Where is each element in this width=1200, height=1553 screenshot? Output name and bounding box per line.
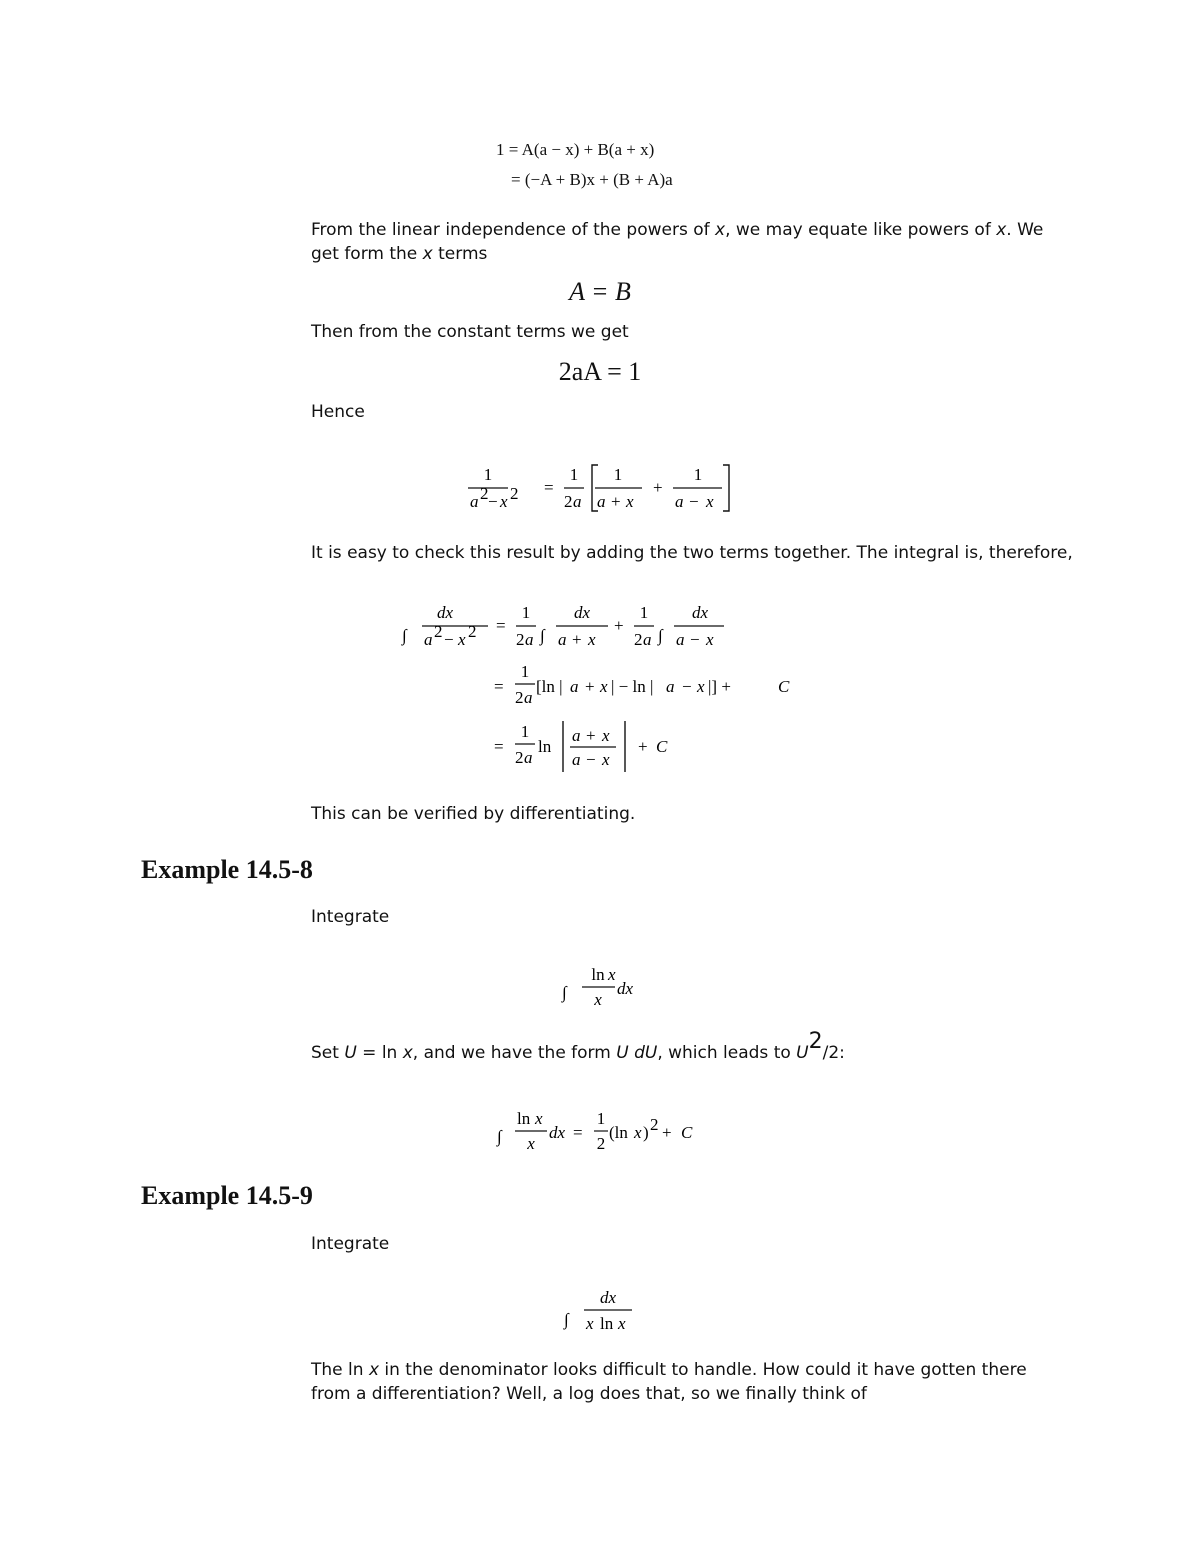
text-span: From the linear independence of the powers of xyxy=(311,220,716,240)
svg-text:1: 1 xyxy=(613,465,623,484)
svg-text:−: − xyxy=(488,492,498,511)
text-span: , we may equate like powers of xyxy=(725,220,997,240)
svg-text:a: a xyxy=(524,748,533,767)
equation-a-equals-b xyxy=(450,277,750,307)
equation-line-2: = (−A + B)x + (B + A)a xyxy=(511,170,673,189)
paragraph-hence: Hence xyxy=(311,402,365,422)
svg-text:C: C xyxy=(681,1123,693,1142)
svg-text:a: a xyxy=(573,492,582,511)
var-udu: U dU xyxy=(616,1043,658,1063)
svg-text:x: x xyxy=(602,750,610,769)
paragraph-integrate-ex9: Integrate xyxy=(311,1234,390,1254)
svg-text:ln: ln xyxy=(517,1109,531,1128)
svg-text:2: 2 xyxy=(564,492,573,511)
svg-text:2: 2 xyxy=(468,622,477,641)
svg-text:a: a xyxy=(597,492,606,511)
svg-text:a: a xyxy=(643,630,652,649)
svg-text:a: a xyxy=(666,677,675,696)
svg-text:a: a xyxy=(525,630,534,649)
var-x: x xyxy=(402,1043,413,1063)
paragraph-set-u xyxy=(311,1029,845,1065)
heading-example-14-5-8: Example 14.5-8 xyxy=(141,855,313,884)
svg-text:+: + xyxy=(653,478,663,497)
svg-text:x: x xyxy=(500,492,508,511)
text-span: Set xyxy=(311,1043,345,1063)
paragraph-verified: This can be verified by differentiating. xyxy=(311,804,636,824)
svg-text:a: a xyxy=(524,688,533,707)
svg-text:∫: ∫ xyxy=(562,983,567,1002)
svg-text:| − ln |: | − ln | xyxy=(611,677,654,696)
equation-integral-lnx-over-x xyxy=(560,958,650,1013)
text-span: = ln xyxy=(356,1043,403,1063)
svg-text:1: 1 xyxy=(483,465,493,484)
svg-text:x: x xyxy=(458,630,466,649)
svg-text:=: = xyxy=(494,737,504,756)
svg-text:−: − xyxy=(690,630,700,649)
svg-text:+: + xyxy=(585,677,595,696)
svg-text:x: x xyxy=(588,630,596,649)
svg-text:2: 2 xyxy=(634,630,643,649)
svg-text:dx: dx xyxy=(617,979,634,998)
var-x: x xyxy=(368,1360,379,1380)
text-span: /2: xyxy=(822,1043,845,1063)
svg-text:1: 1 xyxy=(521,603,531,622)
svg-text:2: 2 xyxy=(650,1115,659,1134)
svg-text:x: x xyxy=(608,965,616,984)
svg-text:dx: dx xyxy=(599,1288,617,1307)
svg-text:2: 2 xyxy=(480,484,489,503)
text-span: terms xyxy=(432,244,488,264)
svg-text:1: 1 xyxy=(596,1109,606,1128)
text-span: The ln xyxy=(311,1360,369,1380)
var-u: U xyxy=(344,1043,357,1063)
svg-text:|] +: |] + xyxy=(708,677,731,696)
svg-text:∫: ∫ xyxy=(564,1310,569,1329)
svg-text:∫: ∫ xyxy=(497,1127,502,1146)
svg-text:a: a xyxy=(558,630,567,649)
svg-text:+: + xyxy=(662,1123,672,1142)
svg-text:=: = xyxy=(494,677,504,696)
paragraph-constant-terms: Then from the constant terms we get xyxy=(311,322,629,342)
svg-text:x: x xyxy=(634,1123,642,1142)
svg-text:x: x xyxy=(594,990,602,1009)
svg-text:x: x xyxy=(697,677,705,696)
svg-text:dx: dx xyxy=(549,1123,566,1142)
svg-text:+: + xyxy=(586,726,596,745)
svg-text:x: x xyxy=(586,1314,594,1333)
svg-text:ln: ln xyxy=(538,737,552,756)
svg-text:ln: ln xyxy=(591,965,605,984)
var-x: x xyxy=(715,220,726,240)
svg-text:x: x xyxy=(535,1109,543,1128)
text-span: get form the xyxy=(311,244,423,264)
svg-text:1: 1 xyxy=(520,662,530,681)
svg-text:dx: dx xyxy=(573,603,591,622)
svg-text:=: = xyxy=(573,1123,583,1142)
var-u: U xyxy=(796,1043,809,1063)
svg-text:dx: dx xyxy=(436,603,454,622)
svg-text:x: x xyxy=(706,630,714,649)
text-span: . We xyxy=(1006,220,1044,240)
svg-text:a: a xyxy=(675,492,684,511)
svg-text:a: a xyxy=(470,492,479,511)
svg-text:=: = xyxy=(496,616,506,635)
svg-text:ln: ln xyxy=(600,1314,614,1333)
svg-text:2: 2 xyxy=(516,630,525,649)
svg-text:1: 1 xyxy=(693,465,703,484)
paragraph-linear-independence xyxy=(311,218,1071,266)
svg-text:x: x xyxy=(527,1134,535,1153)
var-x: x xyxy=(996,220,1007,240)
svg-text:+: + xyxy=(614,616,624,635)
text-span: , which leads to xyxy=(657,1043,797,1063)
svg-text:+: + xyxy=(611,492,621,511)
equation-2aA: 2aA = 1 xyxy=(558,357,642,386)
svg-text:∫: ∫ xyxy=(402,626,407,645)
svg-text:2: 2 xyxy=(515,748,524,767)
text-line: from a differentiation? Well, a log does that, so we finally think of xyxy=(311,1384,867,1404)
equation-integral-dx-over-xlnx xyxy=(562,1285,652,1340)
svg-text:2: 2 xyxy=(434,622,443,641)
svg-text:1: 1 xyxy=(569,465,579,484)
svg-text:a: a xyxy=(572,726,581,745)
equation-integral-result-ex8 xyxy=(495,1100,715,1155)
svg-text:2: 2 xyxy=(596,1134,606,1153)
var-x: x xyxy=(422,244,433,264)
svg-text:[ln |: [ln | xyxy=(536,677,563,696)
svg-text:1: 1 xyxy=(639,603,649,622)
svg-text:): ) xyxy=(643,1123,649,1142)
paragraph-check-result: It is easy to check this result by adding the two terms together. The integral is, therefore, xyxy=(311,543,1073,563)
svg-text:a: a xyxy=(570,677,579,696)
equation-text: A = B xyxy=(569,277,631,306)
svg-text:−: − xyxy=(586,750,596,769)
svg-text:a: a xyxy=(572,750,581,769)
svg-text:x: x xyxy=(602,726,610,745)
svg-text:(ln: (ln xyxy=(609,1123,628,1142)
equation-integral-derivation xyxy=(400,595,820,785)
superscript-2: 2 xyxy=(808,1029,823,1054)
svg-text:2: 2 xyxy=(510,484,519,503)
svg-text:x: x xyxy=(600,677,608,696)
svg-text:a: a xyxy=(424,630,433,649)
equation-partial-fractions xyxy=(460,455,750,520)
svg-text:−: − xyxy=(682,677,692,696)
svg-text:dx: dx xyxy=(691,603,709,622)
svg-text:1: 1 xyxy=(520,722,530,741)
paragraph-ln-denominator xyxy=(311,1358,1091,1406)
text-span: , and we have the form xyxy=(412,1043,617,1063)
heading-example-14-5-9: Example 14.5-9 xyxy=(141,1181,313,1210)
svg-text:x: x xyxy=(618,1314,626,1333)
svg-text:C: C xyxy=(656,737,668,756)
svg-text:∫: ∫ xyxy=(658,626,663,645)
svg-text:+: + xyxy=(572,630,582,649)
svg-text:+: + xyxy=(638,737,648,756)
svg-text:x: x xyxy=(706,492,714,511)
svg-text:2: 2 xyxy=(515,688,524,707)
svg-text:a: a xyxy=(676,630,685,649)
paragraph-integrate-ex8: Integrate xyxy=(311,907,390,927)
text-span: in the denominator looks difficult to handle. How could it have gotten there xyxy=(379,1360,1027,1380)
svg-text:=: = xyxy=(544,478,554,497)
svg-text:C: C xyxy=(778,677,790,696)
svg-text:x: x xyxy=(626,492,634,511)
svg-text:∫: ∫ xyxy=(540,626,545,645)
equation-line-1: 1 = A(a − x) + B(a + x) xyxy=(496,140,655,159)
svg-text:−: − xyxy=(689,492,699,511)
svg-text:−: − xyxy=(444,630,454,649)
